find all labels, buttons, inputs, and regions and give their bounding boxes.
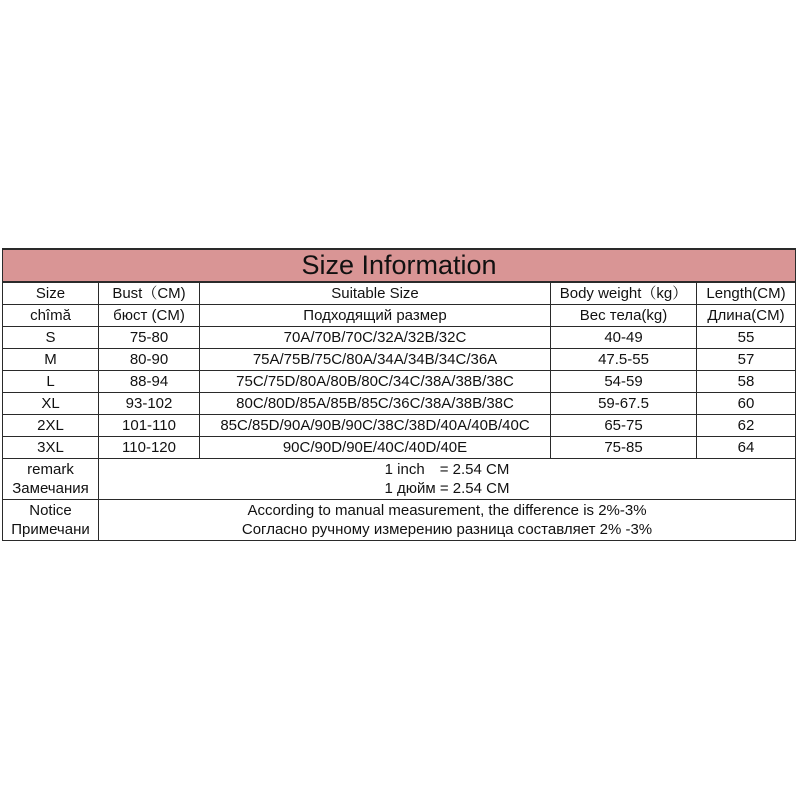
notice-row	[3, 500, 796, 541]
suitable-size-cell: 90C/90D/90E/40C/40D/40E	[200, 437, 551, 459]
suitable-size-cell: 85C/85D/90A/90B/90C/38C/38D/40A/40B/40C	[200, 415, 551, 437]
bust-cell: 101-110	[99, 415, 200, 437]
table-row	[3, 327, 796, 349]
body-weight-cell: 65-75	[551, 415, 697, 437]
body-weight-cell: 54-59	[551, 371, 697, 393]
size-cell: L	[3, 371, 99, 393]
header-size: Size	[3, 282, 99, 305]
length-cell: 62	[697, 415, 796, 437]
body-weight-cell: 59-67.5	[551, 393, 697, 415]
length-cell: 55	[697, 327, 796, 349]
bust-cell: 88-94	[99, 371, 200, 393]
table-row	[3, 371, 796, 393]
notice-content	[99, 500, 796, 541]
length-cell: 60	[697, 393, 796, 415]
body-weight-cell: 75-85	[551, 437, 697, 459]
remark-row	[3, 459, 796, 500]
size-cell: 3XL	[3, 437, 99, 459]
size-cell: S	[3, 327, 99, 349]
header-row-russian	[3, 305, 796, 327]
table-row	[3, 349, 796, 371]
table-row	[3, 437, 796, 459]
length-cell: 58	[697, 371, 796, 393]
notice-measurement-text: According to manual measurement, the difference is 2%-3%	[247, 502, 647, 519]
length-cell: 64	[697, 437, 796, 459]
size-cell: XL	[3, 393, 99, 415]
header-bust: Bust（CM)	[99, 282, 200, 305]
header-row-english	[3, 282, 796, 305]
remark-label	[3, 459, 99, 500]
remark-inch-conversion: 1 inch = 2.54 CM	[384, 461, 510, 478]
suitable-size-cell: 70A/70B/70C/32A/32B/32C	[200, 327, 551, 349]
bust-cell: 93-102	[99, 393, 200, 415]
remark-label-ru: Замечания	[12, 480, 89, 497]
header-bust-ru: бюст (CM)	[99, 305, 200, 327]
size-information-table	[2, 248, 796, 541]
size-cell: M	[3, 349, 99, 371]
title-row	[3, 249, 796, 282]
header-suitable-size: Suitable Size	[200, 282, 551, 305]
bust-cell: 110-120	[99, 437, 200, 459]
length-cell: 57	[697, 349, 796, 371]
table-row	[3, 415, 796, 437]
header-length-ru: Длина(CM)	[697, 305, 796, 327]
notice-label-ru: Примечани	[11, 521, 90, 538]
suitable-size-cell: 75A/75B/75C/80A/34A/34B/34C/36A	[200, 349, 551, 371]
notice-label	[3, 500, 99, 541]
suitable-size-cell: 75C/75D/80A/80B/80C/34C/38A/38B/38C	[200, 371, 551, 393]
body-weight-cell: 47.5-55	[551, 349, 697, 371]
remark-content	[99, 459, 796, 500]
bust-cell: 75-80	[99, 327, 200, 349]
remark-label-en: remark	[27, 461, 74, 478]
size-cell: 2XL	[3, 415, 99, 437]
remark-inch-conversion-ru: 1 дюйм = 2.54 CM	[384, 480, 510, 497]
suitable-size-cell: 80C/80D/85A/85B/85C/36C/38A/38B/38C	[200, 393, 551, 415]
header-size-ru: chîmă	[3, 305, 99, 327]
header-body-weight: Body weight（kg）	[551, 282, 697, 305]
bust-cell: 80-90	[99, 349, 200, 371]
notice-measurement-text-ru: Согласно ручному измерению разница составляет 2% -3%	[241, 521, 653, 538]
body-weight-cell: 40-49	[551, 327, 697, 349]
header-body-weight-ru: Вес тела(kg)	[551, 305, 697, 327]
table-title: Size Information	[3, 249, 796, 282]
table-row	[3, 393, 796, 415]
notice-label-en: Notice	[29, 502, 72, 519]
header-length: Length(CM)	[697, 282, 796, 305]
header-suitable-size-ru: Подходящий размер	[200, 305, 551, 327]
